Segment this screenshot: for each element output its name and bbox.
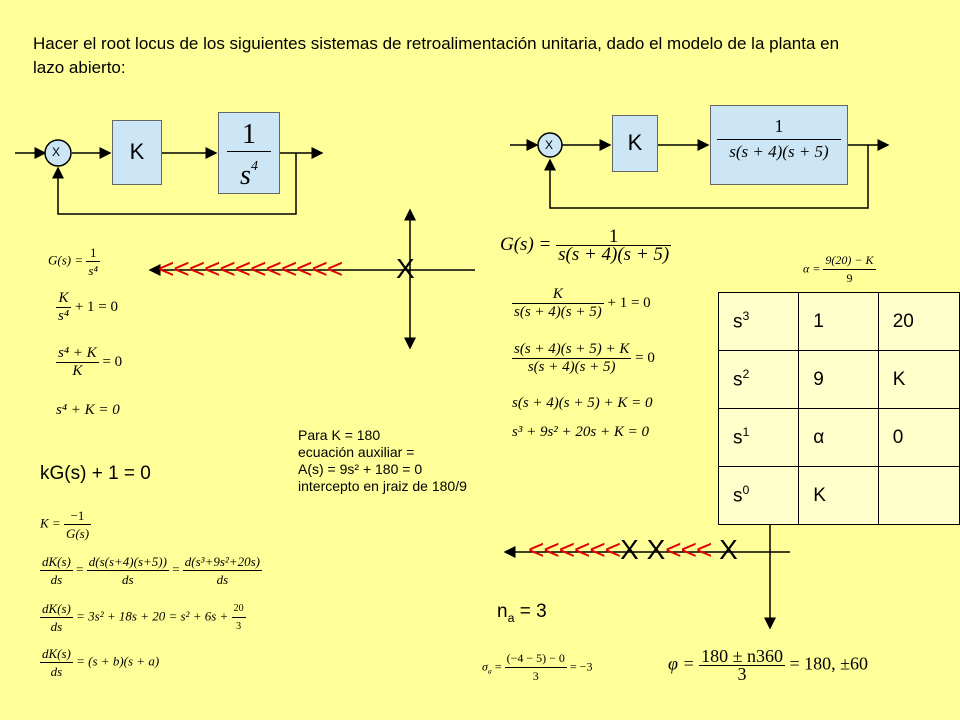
routh-cell-col1: α [799, 409, 878, 467]
right-eq1-rest: + 1 = 0 [607, 294, 651, 311]
routh-row-label: $s^2$ [719, 351, 799, 409]
left-plant-block [218, 112, 280, 194]
right-g-equation [500, 228, 671, 263]
k-den: G(s) [65, 526, 90, 541]
left-eq1 [56, 290, 118, 325]
routh-row-label: $s^1$ [719, 409, 799, 467]
right-eq4: s³ + 9s² + 20s + K = 0 [512, 424, 649, 440]
na-sub: a [507, 610, 515, 625]
right-eq2-den: s(s + 4)(s + 5) [512, 358, 631, 376]
routh-cell-col1: 1 [799, 293, 878, 351]
left-plant-num: 1 [242, 119, 256, 150]
routh-cell-col2: 0 [878, 409, 959, 467]
left-g-equation [48, 244, 100, 279]
right-gain-block [612, 115, 658, 172]
right-plant-num: 1 [774, 116, 784, 136]
routh-row [719, 293, 960, 351]
left-g-den: s⁴ [88, 263, 98, 278]
alpha-lhs: α = [803, 261, 821, 276]
left-plant-exp: 4 [250, 159, 258, 174]
right-eq1-num: K [552, 286, 563, 302]
right-pole-3: X [719, 534, 738, 565]
dk2-den: ds [40, 617, 73, 635]
right-plant-den: s(s + 4)(s + 5) [729, 142, 829, 161]
phi-num: 180 ± n360 [701, 646, 783, 666]
right-g-lhs: G(s) = [500, 233, 552, 255]
left-plant-den: s [240, 160, 251, 191]
right-gain-label: K [627, 130, 643, 155]
na-equation [497, 601, 547, 625]
left-eq2-den: K [56, 362, 99, 380]
left-gain-label: K [129, 139, 145, 164]
dk1-right-num: d(s³+9s²+20s) [184, 554, 260, 569]
dk1-mid-num: d(s(s+4)(s+5)) [88, 554, 167, 569]
sigma-num: (−4 − 5) − 0 [506, 651, 565, 665]
right-eq2 [512, 341, 655, 376]
right-plant-block [710, 105, 848, 185]
dk1-num: dK(s) [42, 554, 71, 569]
dk1-mid-den: ds [87, 570, 169, 588]
dk2-rest: = 3s² + 18s + 20 = s² + 6s + [76, 608, 229, 624]
dk-equation-1: $\frac{dK(s)}{ds}$ = $\frac{d(s(s+4)(s+5))}{ds}$ = $\frac{\text{d(s³+9s²+20s)}}{ds}$ [42, 554, 260, 587]
right-arrows-mid: <<< [665, 534, 712, 565]
routh-row-label: $s^0$ [719, 467, 799, 525]
alpha-num: 9(20) − K [825, 253, 874, 267]
left-eq2-rest: = 0 [102, 353, 123, 370]
left-locus-arrows: <<<<<<<<<<<< [158, 253, 343, 284]
note-line2: ecuación auxiliar = [298, 444, 415, 460]
left-summer-label: X [52, 145, 61, 159]
right-eq2-num: s(s + 4)(s + 5) + K [514, 341, 630, 357]
right-pole-1: X [620, 534, 639, 565]
dk-equation-3 [40, 645, 159, 680]
right-g-num: 1 [608, 226, 619, 247]
right-eq2-rest: = 0 [635, 349, 655, 366]
intro-text: Hacer el root locus de los siguientes sistemas de retroalimentación unitaria, dado el modelo de la planta en lazo abierto: [33, 34, 840, 77]
right-eq3: s(s + 4)(s + 5) + K = 0 [512, 395, 653, 411]
routh-cell-col2: K [878, 351, 959, 409]
right-eq1 [512, 286, 651, 321]
alpha-den: 9 [823, 269, 875, 287]
dk2-num: dK(s) [42, 601, 71, 616]
routh-table [718, 292, 960, 525]
k-num: −1 [70, 508, 85, 523]
dk-equation-2 [40, 600, 246, 635]
dk3-num: dK(s) [42, 646, 71, 661]
na-label: n [497, 601, 508, 622]
routh-cell-col2: 20 [878, 293, 959, 351]
routh-cell-col2 [878, 467, 959, 525]
right-eq1-den: s(s + 4)(s + 5) [514, 304, 602, 320]
sigma-rest: = −3 [569, 659, 593, 674]
left-eq3: s⁴ + K = 0 [56, 402, 120, 418]
left-g-num: 1 [89, 245, 97, 260]
k-lhs: K = [40, 515, 61, 531]
left-eq1-num: K [58, 290, 69, 306]
left-eq2 [56, 345, 122, 380]
right-g-den: s(s + 4)(s + 5) [558, 244, 670, 265]
sigma-sub: a [487, 666, 492, 676]
right-pole-2: X [646, 534, 666, 565]
routh-row [719, 409, 960, 467]
left-eq1-rest: + 1 = 0 [74, 298, 118, 315]
left-eq1-den: s⁴ [58, 308, 70, 324]
note-line1: Para K = 180 [298, 427, 381, 443]
dk1-den: ds [40, 570, 73, 588]
phi-lhs: φ = [668, 653, 695, 674]
na-value: = 3 [514, 601, 547, 622]
right-arrows-left: <<<<<< [528, 534, 621, 565]
alpha-equation [803, 252, 876, 287]
kg-equation: kG(s) + 1 = 0 [40, 463, 151, 484]
routh-cell-col1: 9 [799, 351, 878, 409]
left-pole-marker: X [396, 253, 415, 284]
phi-rest: = 180, ±60 [789, 653, 869, 674]
routh-row [719, 467, 960, 525]
k-equation [40, 507, 91, 542]
dk3-rest: = (s + b)(s + a) [76, 653, 160, 669]
left-eq2-num: s⁴ + K [58, 345, 97, 361]
routh-cell-col1: K [799, 467, 878, 525]
phi-equation [668, 648, 868, 683]
dk2-frac-den: 3 [232, 617, 246, 635]
right-summer-label: X [545, 138, 554, 152]
note-line3: A(s) = 9s² + 180 = 0 [298, 461, 423, 477]
routh-row [719, 351, 960, 409]
left-gain-block [112, 120, 162, 185]
dk2-frac-num: 20 [233, 603, 244, 614]
sigma-den: 3 [505, 667, 567, 685]
dk3-den: ds [40, 662, 73, 680]
auxiliary-note [298, 427, 467, 495]
right-locus-arrows [528, 535, 738, 565]
sigma-lhs: σ [482, 659, 488, 674]
note-line4: intercepto en jraiz de 180/9 [298, 478, 467, 494]
routh-row-label: $s^3$ [719, 293, 799, 351]
phi-den: 3 [699, 665, 785, 683]
left-g-lhs: G(s) = [48, 252, 84, 268]
dk1-right-den: ds [183, 570, 262, 588]
sigma-equation: $\sigma_a$ = $\frac{(-4 - 5) - 0}{3}$ = −3 [482, 651, 593, 683]
